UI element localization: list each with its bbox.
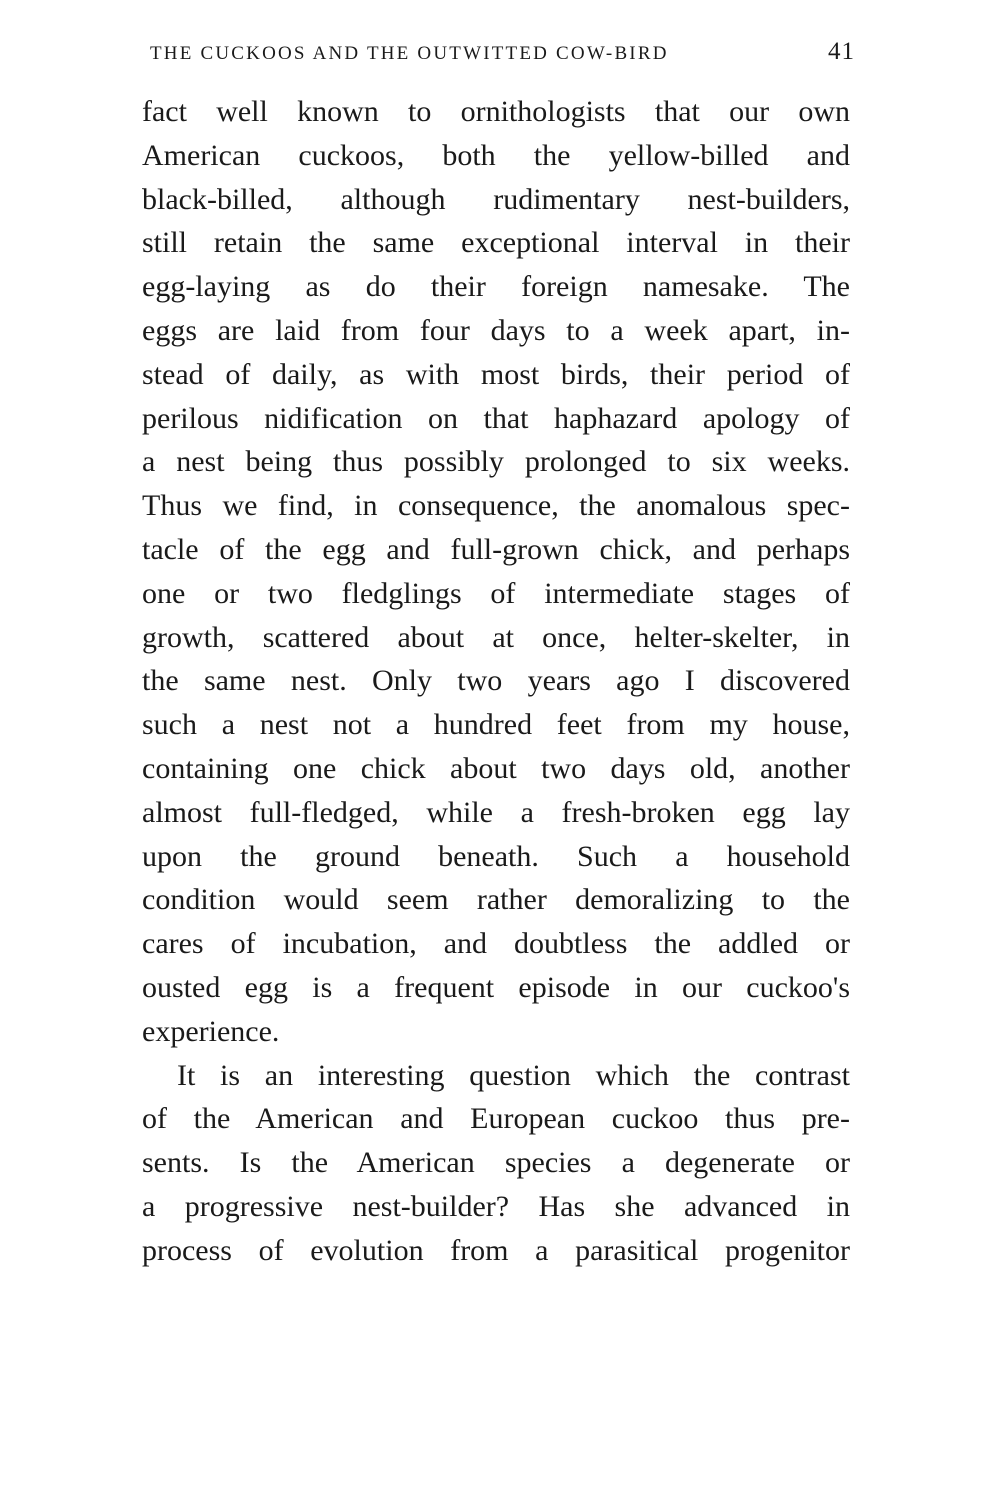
text-line: tacle of the egg and full-grown chick, and perhaps — [142, 532, 850, 566]
text-line: process of evolution from a parasitical progenitor — [142, 1233, 850, 1267]
text-line: containing one chick about two days old, another — [142, 751, 850, 785]
text-line: egg-laying as do their foreign namesake. The — [142, 270, 850, 304]
text-line: perilous nidification on that haphazard apology of — [142, 401, 850, 435]
text-line: such a nest not a hundred feet from my house, — [142, 708, 850, 742]
text-line: Thus we find, in consequence, the anomalous spec- — [142, 489, 850, 523]
running-head — [150, 38, 855, 68]
text-line: a nest being thus possibly prolonged to six weeks. — [142, 445, 850, 479]
text-line: stead of daily, as with most birds, their period of — [142, 357, 850, 391]
text-line: the same nest. Only two years ago I discovered — [142, 664, 850, 698]
text-line: almost full-fledged, while a fresh-broken egg lay — [142, 795, 850, 829]
text-line: black-billed, although rudimentary nest-builders, — [142, 182, 850, 216]
text-line: experience. — [142, 1014, 280, 1048]
text-line: cares of incubation, and doubtless the addled or — [142, 927, 850, 961]
text-line: growth, scattered about at once, helter-skelter, in — [142, 620, 850, 654]
text-line: sents. Is the American species a degenerate or — [142, 1146, 850, 1180]
page-number: 41 — [828, 38, 855, 65]
text-line: condition would seem rather demoralizing to the — [142, 883, 850, 917]
text-line: ousted egg is a frequent episode in our cuckoo's — [142, 970, 850, 1004]
text-line: eggs are laid from four days to a week apart, in- — [142, 313, 850, 347]
body-text — [142, 90, 850, 1273]
text-line: still retain the same exceptional interval in their — [142, 226, 850, 260]
paragraph-2 — [142, 1054, 850, 1273]
paragraph-1 — [142, 90, 850, 1054]
text-line: It is an interesting question which the contrast — [177, 1058, 850, 1092]
text-line: of the American and European cuckoo thus pre- — [142, 1102, 850, 1136]
running-title: THE CUCKOOS AND THE OUTWITTED COW-BIRD — [150, 43, 669, 64]
text-line: fact well known to ornithologists that our own — [142, 95, 850, 128]
text-line: American cuckoos, both the yellow-billed and — [142, 138, 850, 172]
text-line: upon the ground beneath. Such a household — [142, 839, 850, 873]
text-line: one or two fledglings of intermediate stages of — [142, 576, 850, 610]
text-line: a progressive nest-builder? Has she advanced in — [142, 1189, 850, 1223]
